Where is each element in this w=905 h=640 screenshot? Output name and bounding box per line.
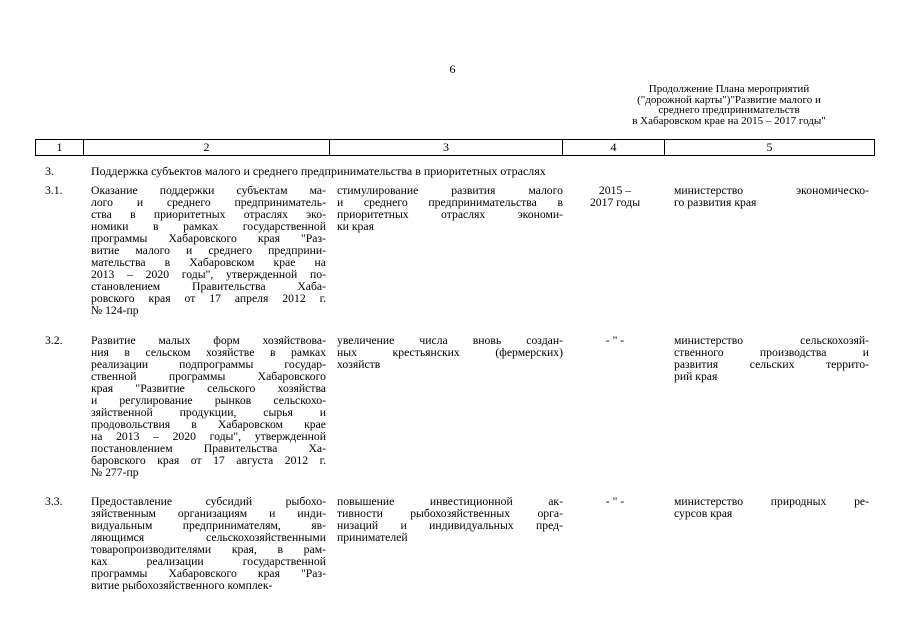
cell-line: рий края [674, 370, 718, 383]
cell-line: ках реализации государственной [91, 555, 326, 568]
caption-line: ("дорожной карты")"Развитие малого и [637, 93, 821, 106]
section-number: 3. [45, 164, 54, 178]
cell-line: хозяйств [337, 358, 381, 371]
cell-line: сурсов края [674, 507, 733, 520]
column-number-header [35, 139, 875, 156]
cell-line: мательства в Хабаровском крае на [91, 256, 326, 269]
cell-line: становлением Правительства Хаба- [91, 280, 326, 293]
cell-line: товаропроизводителями края, в рам- [91, 543, 326, 556]
caption-line: в Хабаровском крае на 2015 – 2017 годы" [632, 114, 826, 127]
cell-line: и среднего предпринимательства в [337, 196, 563, 209]
cell-line: повышение инвестиционной ак- [337, 495, 563, 508]
cell-line: зяйственным организациям и инди- [91, 507, 326, 520]
cell-line: витие рыбохозяйственного комплек- [91, 579, 273, 592]
cell-line: программы Хабаровского края "Раз- [91, 232, 326, 245]
row-number: 3.2. [45, 334, 63, 347]
column-number: 1 [36, 140, 84, 156]
activity-cell [91, 335, 326, 479]
cell-line: ства в приоритетных отраслях эко- [91, 208, 326, 221]
cell-line: постановлением Правительства Ха- [91, 442, 326, 455]
cell-line: тивности рыбохозяйственных орга- [337, 507, 563, 520]
cell-line: го развития края [674, 196, 757, 209]
period-cell [570, 496, 660, 508]
responsible-cell [674, 335, 869, 383]
cell-line: 2013 – 2020 годы", утвержденной по- [91, 268, 326, 281]
cell-line: 2017 годы [589, 196, 641, 209]
responsible-cell [674, 496, 869, 520]
cell-line: Предоставление субсидий рыбохо- [91, 495, 326, 508]
column-number: 2 [84, 140, 330, 156]
cell-line: витие малого и среднего предприни- [91, 244, 326, 257]
cell-line: - " - [605, 495, 625, 508]
cell-line: министерство сельскохозяй- [674, 334, 869, 347]
cell-line: 2015 – [598, 184, 632, 197]
activity-cell [91, 496, 326, 592]
column-number: 3 [330, 140, 563, 156]
cell-line: приоритетных отраслях экономи- [337, 208, 563, 221]
cell-line: министерство экономическо- [674, 184, 869, 197]
cell-line: Оказание поддержки субъектам ма- [91, 184, 326, 197]
cell-line: края "Развитие сельского хозяйства [91, 382, 326, 395]
cell-line: и регулирование рынков сельскохо- [91, 394, 326, 407]
result-cell [337, 496, 563, 544]
cell-line: реализации подпрограммы государ- [91, 358, 326, 371]
cell-line: зяйственной продукции, сырья и [91, 406, 326, 419]
cell-line: министерство природных ре- [674, 495, 869, 508]
column-number: 5 [665, 140, 875, 156]
cell-line: ровского края от 17 апреля 2012 г. [91, 292, 326, 305]
section-title: Поддержка субъектов малого и среднего предпринимательства в приоритетных отраслях [91, 164, 546, 178]
cell-line: ственного производства и [674, 346, 869, 359]
row-number: 3.3. [45, 495, 63, 508]
row-number: 3.1. [45, 184, 63, 197]
result-cell [337, 185, 563, 233]
cell-line: ния в сельском хозяйстве в рамках [91, 346, 326, 359]
cell-line: ственной программы Хабаровского [91, 370, 326, 383]
cell-line: программы Хабаровского края "Раз- [91, 567, 326, 580]
page-number: 6 [449, 62, 456, 76]
continuation-caption [599, 84, 859, 126]
cell-line: Развитие малых форм хозяйствова- [91, 334, 326, 347]
period-cell [570, 335, 660, 347]
cell-line: продовольствия в Хабаровском крае [91, 418, 326, 431]
cell-line: низаций и индивидуальных пред- [337, 519, 563, 532]
cell-line: ки края [337, 220, 374, 233]
cell-line: принимателей [337, 531, 408, 544]
cell-line: - " - [605, 334, 625, 347]
responsible-cell [674, 185, 869, 209]
caption-line: среднего предпринимательств [658, 104, 800, 116]
result-cell [337, 335, 563, 371]
caption-line: Продолжение Плана мероприятий [648, 83, 810, 95]
cell-line: развития сельских террито- [674, 358, 869, 371]
cell-line: ляющимся сельскохозяйственными [91, 531, 326, 544]
cell-line: баровского края от 17 августа 2012 г. [91, 454, 326, 467]
column-number: 4 [563, 140, 665, 156]
cell-line: видуальным предпринимателям, яв- [91, 519, 326, 532]
cell-line: № 277-пр [91, 466, 139, 479]
period-cell [570, 185, 660, 209]
cell-line: номики в рамках государственной [91, 220, 326, 233]
cell-line: на 2013 – 2020 годы", утвержденной [91, 430, 326, 443]
activity-cell [91, 185, 326, 317]
cell-line: стимулирование развития малого [337, 184, 563, 197]
cell-line: № 124-пр [91, 304, 139, 317]
cell-line: ных крестьянских (фермерских) [337, 346, 563, 359]
cell-line: увеличение числа вновь создан- [337, 334, 563, 347]
cell-line: лого и среднего предприниматель- [91, 196, 326, 209]
